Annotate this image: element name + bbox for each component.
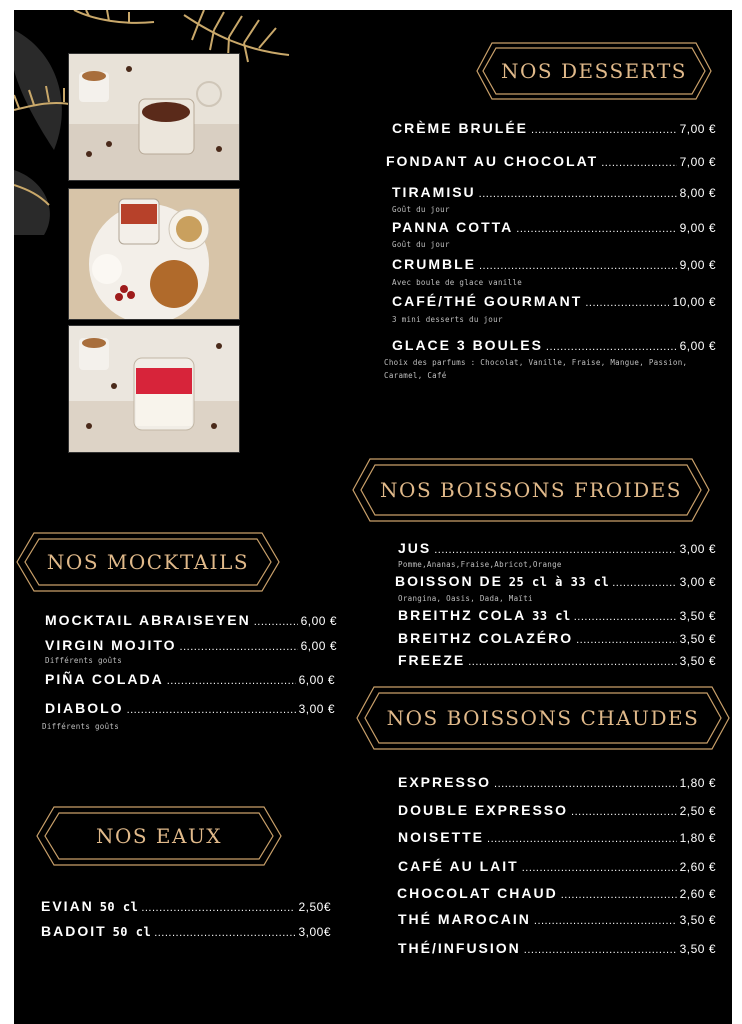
- dessert-item-tiramisu: [392, 184, 716, 200]
- item-name: CHOCOLAT CHAUD: [397, 885, 558, 901]
- item-price: 3,00€: [298, 925, 331, 939]
- item-name: BREITHZ COLA: [398, 607, 527, 623]
- item-name: BOISSON DE: [395, 573, 503, 589]
- banner-mocktails: [14, 530, 282, 594]
- dessert-note-panna-cotta: Goût du jour: [392, 240, 450, 249]
- item-price: 10,00 €: [672, 295, 716, 309]
- dessert-item-creme-brulee: [392, 120, 716, 136]
- item-size: 33 cl: [532, 609, 571, 623]
- item-size: 50 cl: [112, 925, 152, 939]
- mocktail-note-virgin-mojito: Différents goûts: [45, 656, 123, 665]
- item-price: 3,00 €: [679, 542, 716, 556]
- chaude-item-noisette: [398, 829, 716, 845]
- item-price: 2,60 €: [679, 887, 716, 901]
- item-price: 6,00 €: [298, 673, 335, 687]
- item-name: THÉ/INFUSION: [398, 940, 521, 956]
- item-name: MOCKTAIL ABRAISEYEN: [45, 612, 251, 628]
- eau-item-evian: [41, 898, 331, 914]
- item-name: CRUMBLE: [392, 256, 476, 272]
- froide-item-jus: [398, 540, 716, 556]
- dessert-item-cafe-gourmand: [392, 293, 716, 309]
- item-name: CAFÉ AU LAIT: [398, 858, 519, 874]
- chaude-item-expresso: [398, 774, 716, 790]
- photo-dessert-plate: [68, 188, 240, 320]
- item-size: 25 cl à 33 cl: [508, 575, 610, 589]
- desserts-title: NOS DESSERTS: [501, 59, 687, 83]
- chaude-item-the-marocain: [398, 911, 716, 927]
- item-price: 3,50 €: [679, 942, 716, 956]
- item-name: PIÑA COLADA: [45, 671, 164, 687]
- banner-boissons-chaudes: [354, 684, 732, 752]
- chaude-item-double-expresso: [398, 802, 716, 818]
- item-name: FREEZE: [398, 652, 466, 668]
- froide-item-breithz-cola: [398, 607, 716, 623]
- item-price: 1,80 €: [679, 831, 716, 845]
- item-price: 3,50 €: [679, 654, 716, 668]
- item-price: 2,50 €: [679, 804, 716, 818]
- item-name: DIABOLO: [45, 700, 124, 716]
- mocktail-item-pina-colada: [45, 671, 335, 687]
- item-price: 7,00 €: [679, 122, 716, 136]
- item-name: GLACE 3 BOULES: [392, 337, 543, 353]
- item-name: FONDANT AU CHOCOLAT: [386, 153, 599, 169]
- chaude-item-cafe-au-lait: [398, 858, 716, 874]
- chaude-item-the-infusion: [398, 940, 716, 956]
- item-name: JUS: [398, 540, 432, 556]
- froide-note-jus: Pomme,Ananas,Fraise,Abricot,Orange: [398, 560, 562, 569]
- banner-eaux: [34, 804, 284, 868]
- item-name: THÉ MAROCAIN: [398, 911, 531, 927]
- eaux-title: NOS EAUX: [95, 824, 223, 848]
- item-size: 50 cl: [99, 900, 139, 914]
- item-name: BADOIT: [41, 923, 107, 939]
- froide-item-boisson: [395, 573, 716, 589]
- item-price: 1,80 €: [679, 776, 716, 790]
- item-price: 2,50€: [298, 900, 331, 914]
- banner-desserts: [474, 40, 714, 102]
- item-name: CRÈME BRULÉE: [392, 120, 529, 136]
- item-price: 9,00 €: [679, 258, 716, 272]
- item-name: EXPRESSO: [398, 774, 492, 790]
- item-name: NOISETTE: [398, 829, 485, 845]
- menu-page: [14, 10, 732, 1024]
- boissons-chaudes-title: NOS BOISSONS CHAUDES: [386, 706, 700, 730]
- item-name: BREITHZ COLAZÉRO: [398, 630, 574, 646]
- dessert-item-fondant: [386, 153, 716, 169]
- item-name: VIRGIN MOJITO: [45, 637, 177, 653]
- item-name: CAFÉ/THÉ GOURMANT: [392, 293, 583, 309]
- item-name: TIRAMISU: [392, 184, 476, 200]
- dessert-note-crumble: Avec boule de glace vanille: [392, 278, 523, 287]
- photo-panna-cotta-coffee: [68, 325, 240, 453]
- item-price: 3,50 €: [679, 913, 716, 927]
- eau-item-badoit: [41, 923, 331, 939]
- dessert-note-glace: Choix des parfums : Chocolat, Vanille, Fraise, Mangue, Passion, Caramel, Café: [384, 358, 688, 380]
- mocktail-note-diabolo: Différents goûts: [42, 722, 120, 731]
- banner-boissons-froides: [350, 456, 712, 524]
- item-name: PANNA COTTA: [392, 219, 514, 235]
- dessert-item-panna-cotta: [392, 219, 716, 235]
- dessert-note-cafe-gourmand: 3 mini desserts du jour: [392, 315, 503, 324]
- froide-item-breithz-colazero: [398, 630, 716, 646]
- boissons-froides-title: NOS BOISSONS FROIDES: [380, 478, 682, 502]
- item-price: 3,50 €: [679, 632, 716, 646]
- item-price: 3,00 €: [679, 575, 716, 589]
- item-price: 7,00 €: [679, 155, 716, 169]
- item-price: 3,50 €: [679, 609, 716, 623]
- item-price: 3,00 €: [298, 702, 335, 716]
- mocktail-item-virgin-mojito: [45, 637, 337, 653]
- photo-creme-brulee-coffee: [68, 53, 240, 181]
- item-price: 8,00 €: [679, 186, 716, 200]
- item-price: 6,00 €: [300, 614, 337, 628]
- mocktail-item-abraiseyen: [45, 612, 337, 628]
- dessert-item-crumble: [392, 256, 716, 272]
- mocktails-title: NOS MOCKTAILS: [46, 550, 250, 574]
- item-name: DOUBLE EXPRESSO: [398, 802, 569, 818]
- froide-item-freeze: [398, 652, 716, 668]
- item-price: 2,60 €: [679, 860, 716, 874]
- dessert-note-tiramisu: Goût du jour: [392, 205, 450, 214]
- chaude-item-chocolat-chaud: [397, 885, 716, 901]
- dessert-item-glace: [392, 337, 716, 353]
- mocktail-item-diabolo: [45, 700, 335, 716]
- item-price: 6,00 €: [300, 639, 337, 653]
- item-price: 6,00 €: [679, 339, 716, 353]
- item-price: 9,00 €: [679, 221, 716, 235]
- item-name: EVIAN: [41, 898, 94, 914]
- froide-note-boisson: Orangina, Oasis, Dada, Maïti: [398, 594, 533, 603]
